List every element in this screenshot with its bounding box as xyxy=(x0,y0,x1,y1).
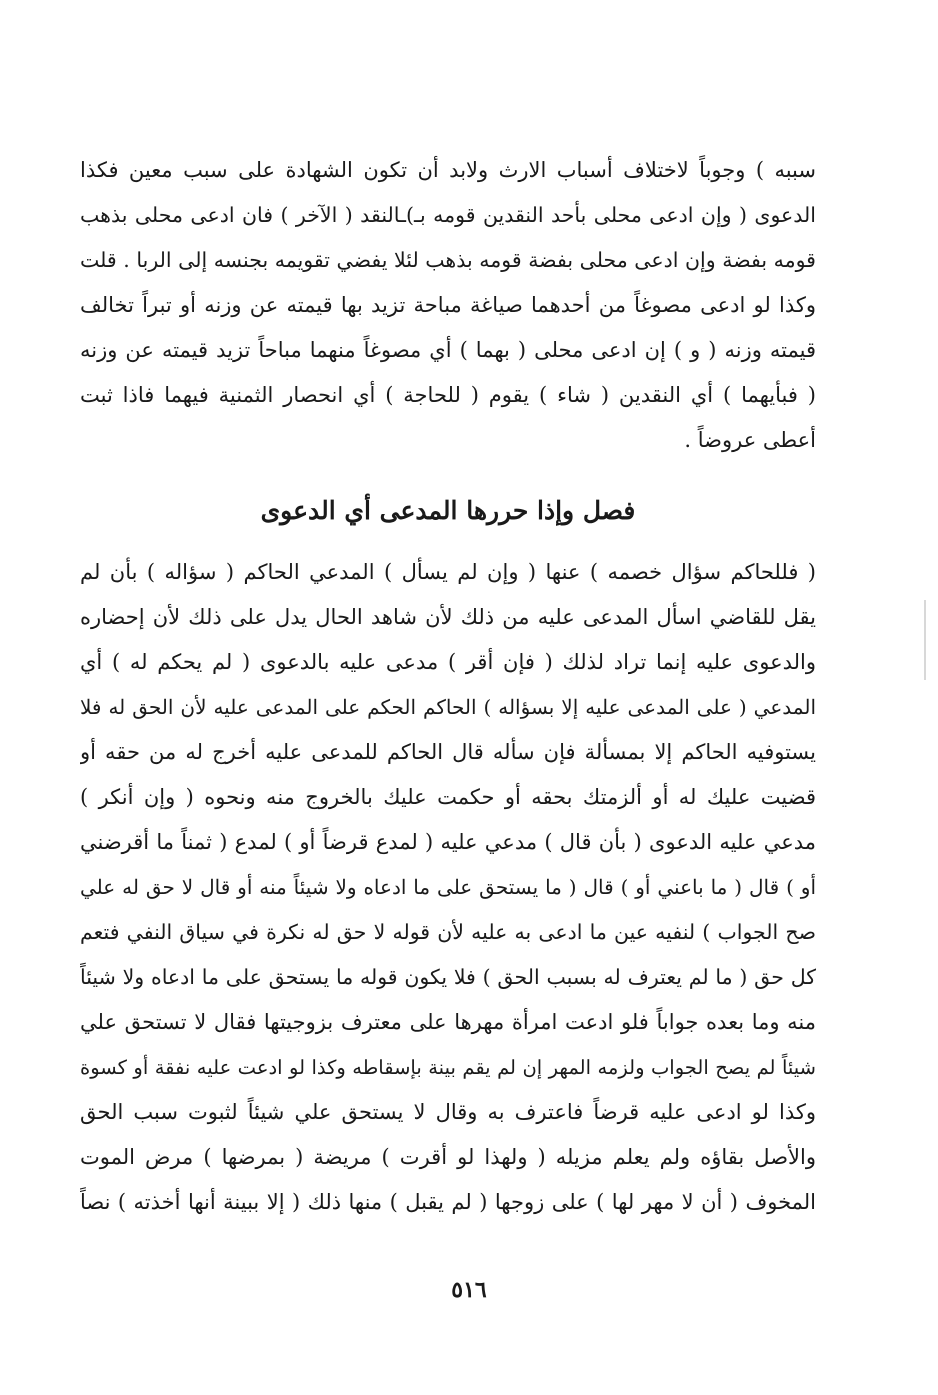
text-line: منه وما بعده جواباً فلو ادعت امرأة مهرها على معترف بزوجيتها فقال لا تستحق علي xyxy=(80,1010,816,1034)
page-number: ٥١٦ xyxy=(451,1277,487,1303)
text-line: قضيت عليك له أو ألزمتك بحقه أو حكمت عليك بالخروج منه ونحوه ( وإن أنكر ) xyxy=(80,785,816,809)
text-line: وكذا لو ادعى عليه قرضاً فاعترف به وقال لا يستحق علي شيئاً لثبوت سبب الحق xyxy=(80,1100,816,1124)
text-line: كل حق ( ما لم يعترف له بسبب الحق ) فلا يكون قوله ما يستحق على ما ادعاه ولا شيئاً xyxy=(80,965,816,989)
text-line: ( فبأيهما ) أي النقدين ( شاء ) يقوم ( للحاجة ) أي انحصار الثمنية فيهما فاذا ثبت xyxy=(80,383,816,407)
text-line: المدعي ( على المدعى عليه إلا بسؤاله ) الحاكم الحكم على المدعى عليه لأن الحق له فلا xyxy=(80,695,816,719)
text-line: وكذا لو ادعى مصوغاً من أحدهما صياغة مباحة تزيد بها قيمته عن وزنه أو تبراً تخالف xyxy=(80,293,816,317)
scan-margin-mark xyxy=(924,600,926,680)
text-line: صح الجواب ) لنفيه عين ما ادعى به عليه لأن قوله لا حق له نكرة في سياق النفي فتعم xyxy=(80,920,816,944)
text-line: ( فللحاكم سؤال خصمه ) عنها ( وإن لم يسأل ) المدعي الحاكم ( سؤاله ) بأن لم xyxy=(80,560,816,584)
text-line: قومه بفضة وإن ادعى محلى بفضة قومه بذهب لئلا يفضي تقويمه بجنسه إلى الربا . قلت xyxy=(80,248,816,272)
section-heading: فصل وإذا حررها المدعى أي الدعوى xyxy=(260,496,636,525)
text-line: والدعوى عليه إنما تراد لذلك ( فإن أقر ) مدعى عليه بالدعوى ( لم يحكم له ) أي xyxy=(80,650,816,674)
text-line: والأصل بقاؤه ولم يعلم مزيله ( ولهذا لو أقرت ) مريضة ( بمرضها ) مرض الموت xyxy=(80,1145,816,1169)
text-line: أو ) قال ( ما باعني أو ) قال ( ما يستحق على ما ادعاه ولا شيئاً منه أو قال لا حق له علي xyxy=(80,875,816,899)
paragraph-1 xyxy=(80,148,816,463)
paragraph-2 xyxy=(80,550,816,1225)
text-line: سببه ) وجوباً لاختلاف أسباب الارث ولابد أن تكون الشهادة على سبب معين فكذا xyxy=(80,158,816,182)
text-line: الدعوى ( وإن ادعى محلى بأحد النقدين قومه بـ)ـالنقد ( الآخر ) فان ادعى محلى بذهب xyxy=(80,203,816,227)
text-line: المخوف ( أن لا مهر لها ) على زوجها ( لم يقبل ) منها ذلك ( إلا ببينة أنها أخذته ) نصاً xyxy=(80,1190,816,1214)
text-line: يستوفيه الحاكم إلا بمسألة فإن سأله قال الحاكم للمدعى عليه أخرج له من حقه أو xyxy=(80,740,816,764)
text-line: قيمته وزنه ( و ) إن ادعى محلى ( بهما ) أي مصوغاً منهما مباحاً تزيد قيمته عن وزنه xyxy=(80,338,816,362)
text-line: يقل للقاضي اسأل المدعى عليه من ذلك لأن شاهد الحال يدل على ذلك لأن إحضاره xyxy=(80,605,816,629)
text-line: شيئاً لم يصح الجواب ولزمه المهر إن لم يقم بينة بإسقاطه وكذا لو ادعت عليه نفقة أو كسوة xyxy=(80,1056,816,1079)
text-line: مدعي عليه الدعوى ( بأن قال ) مدعي عليه ( لمدع قرضاً أو ) لمدع ( ثمناً ما أقرضني xyxy=(80,830,816,854)
text-line: أعطى عروضاً . xyxy=(684,428,816,452)
